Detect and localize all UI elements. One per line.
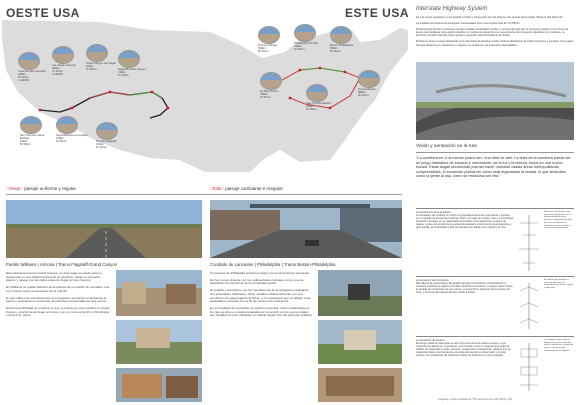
east-photo-market	[318, 368, 402, 402]
vision-rule	[416, 152, 574, 153]
west-thumb-3	[86, 44, 108, 62]
section-2-title: La sensación de movimiento	[416, 279, 449, 282]
section-1-title: La experiencia de la autopista	[416, 211, 451, 214]
east-thumb-4	[260, 72, 282, 90]
east-route-title: Condado de Lancaster | Philadelphia | Tramo Boston-Philadelphia	[210, 262, 336, 267]
east-photo-buggy	[318, 270, 402, 316]
east-label-4: NY Bus-Toronto 795km 7h 52min	[260, 90, 279, 100]
west-thumb-4	[118, 50, 140, 68]
section-3-side: La cantidad relación de los objetos recorre la velocidad entre la ubicación, cuando del viajero, y la forma del movimiento de los objetos.	[544, 339, 574, 352]
east-thumb-2	[294, 24, 316, 42]
section-1-text: La sensación de conducir un coche es principalmente la de movimiento y espacio, en un sentido de secuencia continua. Visión, en lugar de sonido u olor es la principal sensación. El texto es un colaborador secundario a la experiencia, a través de mapas y guías. El sentido de la secuencia espacial es como el de la arquitectura a gran escala: la continuidad y flujo temporales que afloran a la música y al cine.	[416, 214, 514, 230]
east-title: ESTE USA	[345, 6, 410, 20]
vision-title: Visión y sensación en la ruta	[416, 144, 477, 149]
east-body: Al suroeste de Philadelfia podremos llegar a la zona Amish de Lancaster. En hoy comer viviente con los rudimentarios carruajes en los que se desplazan los miembros de la comunidad amish. Es posible encontrarse con los miembros de la congregación realizando sus actividades habituales, niños vestidos tradicionalmente con sus sombreros de paja jugando al fútbol, o con artesanos que se dirigen a las localidades cercanas con el fin de vender sus creaciones. En el Condado de Lancaster se pueden encontrar varios restaurantes en los que se ofrece comida preparada por los amish, en los que los platos son variados la más cultivada con utilizar ningún tipo de elemento artificial.	[210, 271, 313, 318]
usa-map	[0, 0, 410, 172]
section-3	[416, 336, 574, 397]
east-label-3: Boston-Philadelphia 500km 5h 15min	[330, 44, 354, 54]
section-1	[416, 208, 574, 275]
vision-quote: "La carretera es -o al menos podría ser- una obra de arte. La vista de la carretera puede ser un juego dramático de espacio y movimiento, de la luz y la textura, todos en una nueva escala. Estas largas secuencias podrían hacer nuestras vastas áreas metropolitanas, comprensibles: el conductor podría ver cómo está organizada la ciudad, lo que simboliza, cómo la gente la usa, como se relaciona con ella."	[416, 156, 571, 179]
west-route-title: Pueblo Williams | Arizona | Tramo Flagstaff-Grand Canyon	[6, 262, 118, 267]
east-label-6: Toronto-Boston 890km 9h 20min	[358, 88, 376, 98]
source-caption: Imágenes y textos extraídos de "The View From the road" (libro) y pdf	[438, 398, 512, 401]
west-photo-motel	[116, 320, 202, 364]
west-label-5: San Francisco-Santa Barbara 512km 5h 50min	[20, 134, 45, 147]
east-thumb-1	[258, 26, 280, 44]
interstate-photo-frame	[416, 62, 574, 140]
section-2-text: Más allá de la conservación del detalle general, la sensación contractual de la carretera continúa es reflexe el sentido visual de movimiento y espacio. Esto incluye el sentido de movimiento de uno mismo, el movimiento aparente de los puntos de vista, y la forma del espacio donde movido a través.	[416, 282, 513, 295]
section-3-text: El campo visual se interpreta no sólo como una serie de vistas remotas, o una colección de objetos en movimiento, pero también como un espacio que rodea al público. El observador puede moverse, visualmente o físicamente, hacia el que se relacionan todos más frecuentes a la cual está siendo un observador y el gran entorno. Un sentimiento de suficiente ruando se entiende a un gran espacio.	[416, 342, 511, 358]
interstate-title: Interstate Highway System	[416, 6, 488, 12]
section-1-diagram	[516, 213, 542, 273]
header-rule	[6, 194, 402, 195]
interstate-photo	[416, 62, 574, 140]
section-1-side: Entonces el el alumno más gramatical puede afectar la interpretación del viaje, muestra el diagrama de viaje. En curso un asuntos se convierte en nuevo relato o una nueva interpretación.	[544, 211, 573, 230]
section-3-title: La sensación de espacio	[416, 339, 445, 342]
east-road-photo	[210, 200, 402, 258]
east-thumb-6	[358, 70, 380, 88]
west-body: Este atraviesa una del Grand Canyon, en este lugar se puede parar a desayunar en una cafetería típica de la carretera, visitar un pequeño parque y pasear por las calles antes de llegar al Gran Canyon. En Williams se puede disfrutar de la belleza de un pueblo de montaña, este es el tramo mayor conservante de la ruta 66. En las calles nos encontraremos con negocios recreando un ambiente de época y recreando un escenario de película a temporadas de otra época. Existe la posibilidad de tomarse un tren el cual tiene como destino el Grand Canyon, otra forma de llegar al mismo, con un costo entre 90 y 130 dólares y dura 2 hs. aprox.	[6, 271, 110, 318]
section-2	[416, 276, 574, 335]
west-label-4: Flagstaff-Grand Canyon 130km 1h 30min	[118, 68, 146, 78]
west-road-photo	[6, 200, 202, 258]
west-thumb-5	[20, 116, 42, 134]
west-label-3: Grand Canyon-Las Vegas 402km 4h 35min	[86, 62, 116, 72]
east-photo-house	[318, 320, 402, 364]
section-3-diagram	[516, 341, 542, 393]
east-label-1: Toronto-Chicago 840km 8h 50min	[258, 44, 278, 54]
east-header: ::Este:: paisaje cambiante e irregular	[210, 186, 284, 191]
west-label-6: Santa Barbara-Los Angeles 158km 1h 50min	[56, 134, 88, 144]
west-photo-store	[116, 368, 202, 402]
usa-silhouette	[2, 20, 408, 172]
east-thumb-5	[306, 84, 328, 102]
east-label-5: New York Bus-Boston 346km 3h 48min	[306, 102, 332, 112]
interstate-body: Es una red de autopistas en los Estados Unidos y forma parte de otra sistema más grande denominado "Sistema Vial Nacional". La totalidad del Sistema de Autopistas Interestatales tiene una longitud total de 76.788 km. El Sistema de servicio a todas las grandes ciudades de Estados Unidos y muchas de rutas que lo componen pasan por el interior de áreas metropolitanas. Esto ayudó a facilitar un modelo de desarrollo con preeminencia del transporte suburbano por carretera, un fenómeno también llamado urban sprawl o expansión descontrolada de la ciudad. El Sistema tiene un papel destacado en la vida diaria de Estados Unidos. Toda la distribución de todas los bienes y servicios como viajes de larga distancia por vacaciones o negocios se realiza por las autopistas interestatales.	[416, 16, 574, 47]
west-thumb-2	[52, 46, 74, 64]
west-label-2: Las Vegas-Yosemite 690km 7h 42min L1 AE BC	[52, 64, 76, 77]
west-photo-street	[116, 270, 202, 316]
west-thumb-1	[18, 52, 40, 70]
west-title: OESTE USA	[6, 6, 80, 20]
west-thumb-7	[96, 122, 118, 140]
east-thumb-3	[330, 26, 352, 44]
west-header: ::Oeste:: paisaje uniforme y regular	[6, 186, 77, 191]
west-label-1: Yosemite San Francisco 230km 3h 14min L1 AE BC	[18, 70, 46, 83]
section-2-diagram	[516, 281, 542, 331]
west-label-7: Phoenix-Flagstaff 232km 2h 10min	[96, 140, 117, 150]
west-thumb-6	[56, 116, 78, 134]
section-2-side: El camino que delimita el recorrido del viaje, un movimiento que arma el perfil y ubicación.	[544, 279, 573, 290]
east-label-2: Philadelphia-NY Bus 153km 1h 45min	[294, 42, 318, 52]
right-column	[410, 0, 580, 405]
